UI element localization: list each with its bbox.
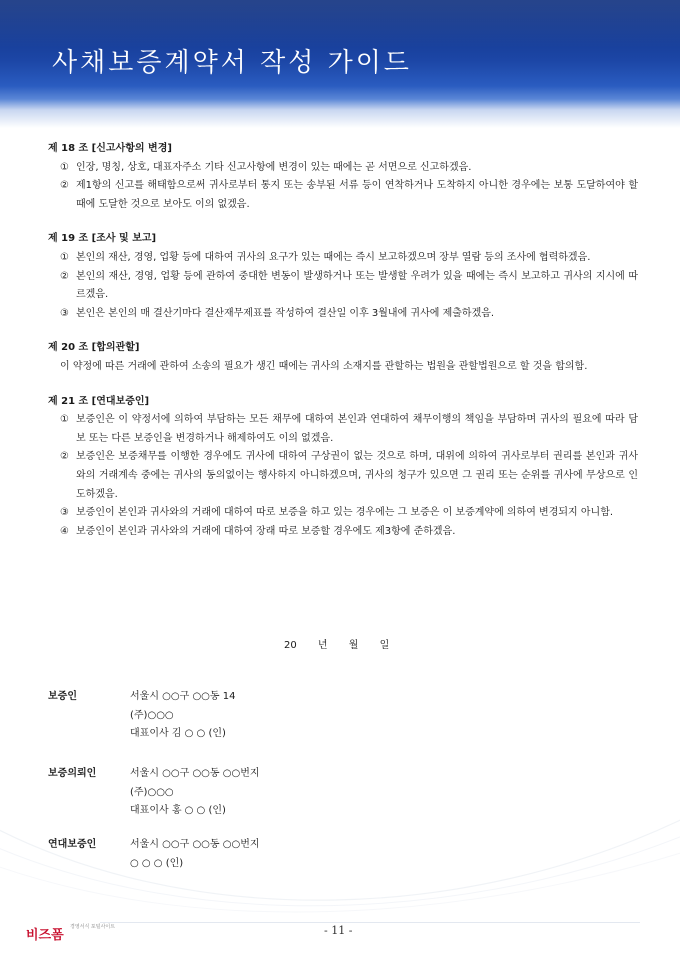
party-signatory: ○ ○ ○ (인) bbox=[130, 857, 184, 869]
clause-number: ④ bbox=[60, 525, 69, 537]
party-company: (주)○○○ bbox=[130, 709, 174, 721]
clause-text: 보증인이 본인과 귀사와의 거래에 대하여 장래 따로 보증할 경우에도 제3항에 준하겠음. bbox=[76, 525, 456, 537]
article-heading: 제 21 조 [연대보증인] bbox=[48, 395, 150, 407]
clause-item bbox=[48, 268, 638, 305]
title-banner bbox=[0, 0, 680, 110]
logo-tagline: 경영서식 포털사이트 bbox=[70, 924, 116, 930]
logo-text: 비즈폼 bbox=[26, 928, 64, 943]
clause-number: ③ bbox=[60, 507, 69, 519]
clause-number: ③ bbox=[60, 307, 69, 319]
clause-paragraph: 이 약정에 따른 거래에 관하여 소송의 필요가 생긴 때에는 귀사의 소재지를 관할하는 법원을 관할법원으로 할 것을 합의함. bbox=[60, 360, 588, 372]
party-address: 서울시 ○○구 ○○동 14 bbox=[130, 691, 236, 702]
clause-text: 인장, 명칭, 상호, 대표자주소 기타 신고사항에 변경이 있는 때에는 곧 서면으로 신고하겠음. bbox=[76, 161, 472, 173]
party-label: 보증의뢰인 bbox=[48, 768, 97, 779]
party-label: 보증인 bbox=[48, 691, 77, 702]
clause-item bbox=[48, 249, 638, 268]
article-20 bbox=[48, 339, 638, 376]
clause-text: 보증인은 보증채무를 이행한 경우에도 귀사에 대하여 구상권이 없는 것으로 하며, 대위에 의하여 귀사로부터 권리를 본인과 귀사와의 거래계속 중에는 귀사의 동의없이는 행사하지 아니하겠으며, 귀사의 청구가 있으면 그 권리 또는 순위를 귀사에 무상으로 인도하겠음. bbox=[76, 451, 638, 500]
clause-number: ① bbox=[60, 414, 69, 426]
clause-number: ② bbox=[60, 270, 69, 282]
party-signatory: 대표이사 홍 ○ ○ (인) bbox=[130, 805, 226, 816]
clause-text: 보증인은 이 약정서에 의하여 부담하는 모든 채무에 대하여 본인과 연대하여 채무이행의 책임을 부담하며 귀사의 필요에 따라 담보 또는 다른 보증인을 변경하거나 해제하여도 이의 없겠음. bbox=[76, 414, 638, 444]
clause-text: 보증인이 본인과 귀사와의 거래에 대하여 따로 보증을 하고 있는 경우에는 그 보증은 이 보증계약에 의하여 변경되지 아니함. bbox=[76, 507, 614, 519]
article-19 bbox=[48, 230, 638, 323]
contract-date: 20 년 월 일 bbox=[284, 640, 390, 651]
background-swoosh bbox=[0, 780, 680, 930]
clause-number: ① bbox=[60, 161, 69, 173]
bizforms-logo bbox=[26, 924, 116, 943]
footer-rule bbox=[100, 922, 640, 923]
clause-item bbox=[48, 177, 638, 214]
clause-item bbox=[48, 523, 638, 542]
party-details bbox=[130, 688, 235, 744]
clause-item bbox=[48, 504, 638, 523]
clause-item bbox=[48, 411, 638, 448]
banner-sheen bbox=[0, 0, 680, 48]
article-18 bbox=[48, 140, 638, 214]
clause-number: ② bbox=[60, 180, 69, 192]
party-label: 연대보증인 bbox=[48, 839, 97, 850]
party-signatory: 대표이사 김 ○ ○ (인) bbox=[130, 728, 226, 739]
document-body bbox=[48, 140, 638, 557]
clause-text: 본인의 재산, 경영, 업황 등에 대하여 귀사의 요구가 있는 때에는 즉시 보고하겠으며 장부 열람 등의 조사에 협력하겠음. bbox=[76, 251, 591, 263]
article-21 bbox=[48, 393, 638, 542]
article-heading: 제 18 조 [신고사항의 변경] bbox=[48, 143, 172, 154]
party-address: 서울시 ○○구 ○○동 ○○번지 bbox=[130, 768, 260, 779]
banner-fade bbox=[0, 110, 680, 128]
page-number: - 11 - bbox=[324, 924, 353, 937]
clause-number: ② bbox=[60, 451, 69, 463]
party-company: (주)○○○ bbox=[130, 786, 174, 798]
clause-item bbox=[48, 159, 638, 178]
article-heading: 제 19 조 [조사 및 보고] bbox=[48, 233, 157, 245]
party-address: 서울시 ○○구 ○○동 ○○번지 bbox=[130, 839, 260, 850]
clause-text: 본인의 재산, 경영, 업황 등에 관하여 중대한 변동이 발생하거나 또는 발생할 우려가 있을 때에는 즉시 보고하고 귀사의 지시에 따르겠음. bbox=[76, 270, 638, 301]
clause-number: ① bbox=[60, 251, 69, 263]
article-heading: 제 20 조 [합의관할] bbox=[48, 342, 140, 354]
clause-item bbox=[48, 448, 638, 504]
clause-item bbox=[48, 305, 638, 324]
clause-text: 제1항의 신고를 해태함으로써 귀사로부터 통지 또는 송부된 서류 등이 연착하거나 도착하지 아니한 경우에는 보통 도달하여야 할 때에 도달한 것으로 보아도 이의 없겠음. bbox=[76, 180, 638, 210]
clause-text: 본인은 본인의 매 결산기마다 결산재무제표를 작성하여 결산일 이후 3월내에 귀사에 제출하겠음. bbox=[76, 307, 495, 319]
page-title: 사채보증계약서 작성 가이드 bbox=[52, 48, 412, 78]
